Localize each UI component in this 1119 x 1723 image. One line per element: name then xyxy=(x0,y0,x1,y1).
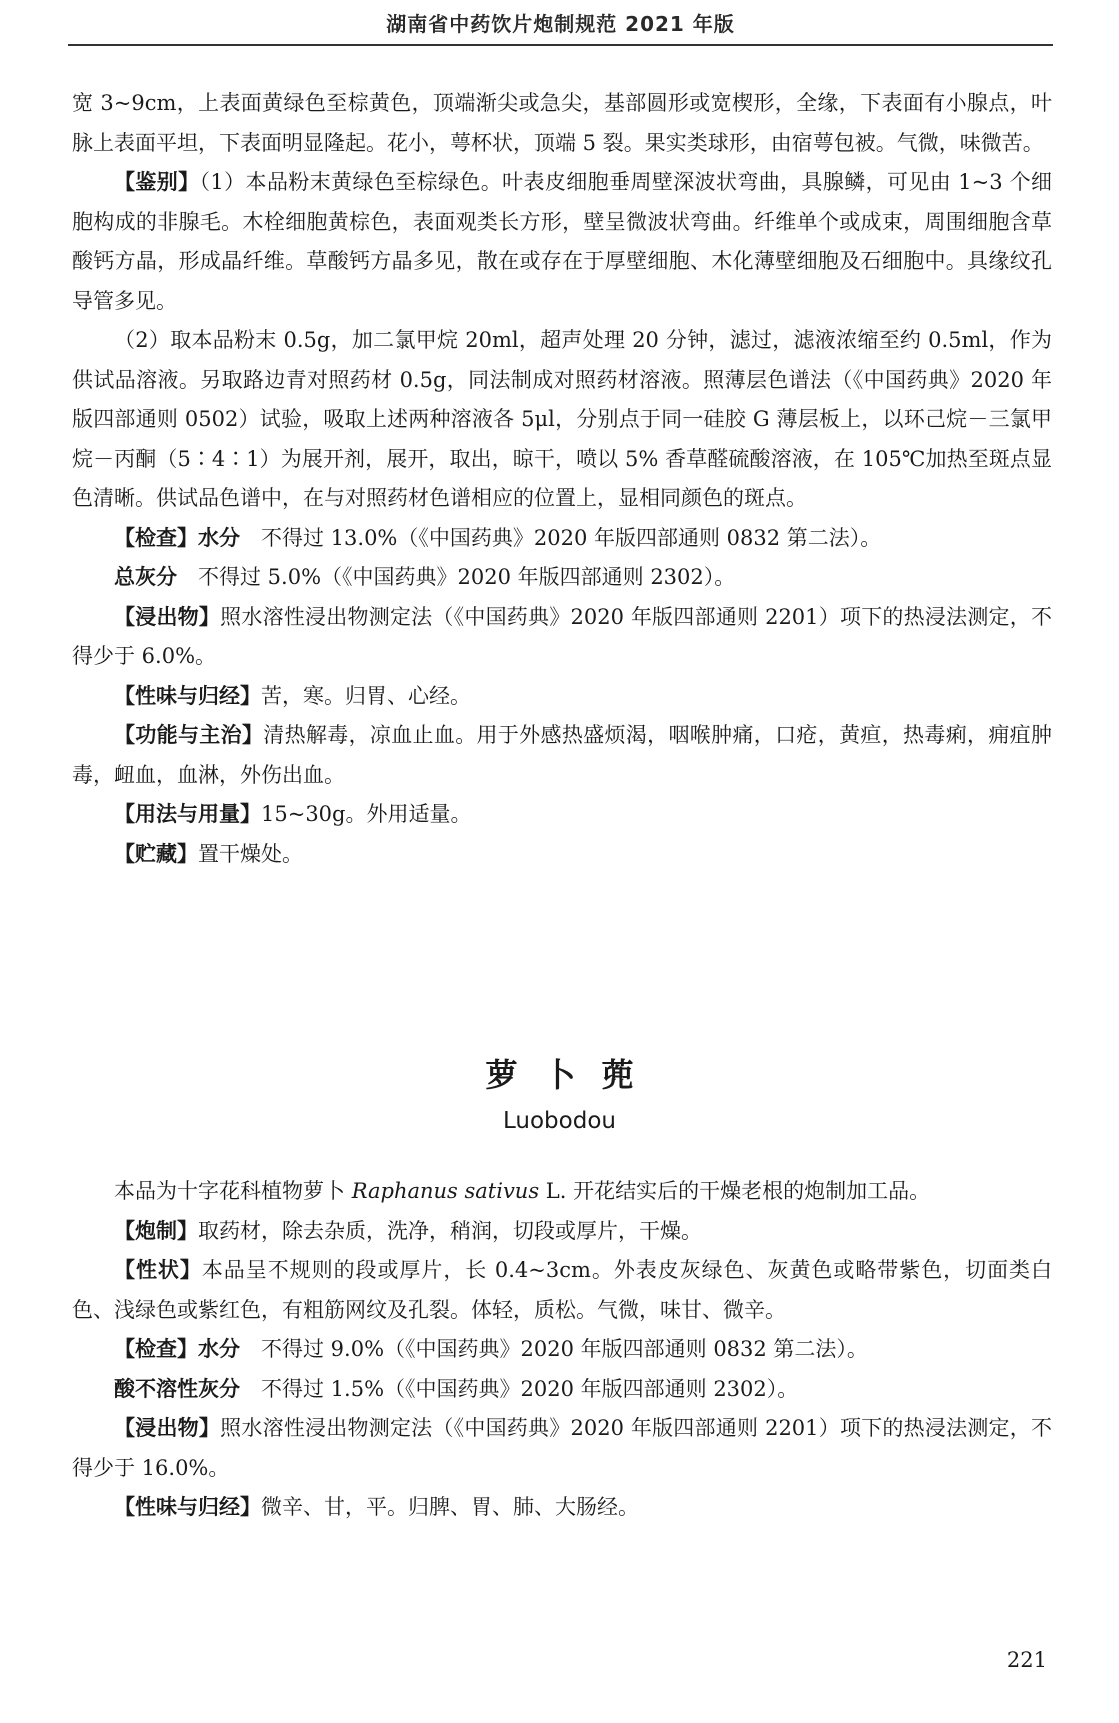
monograph-title: 萝卜蔸 xyxy=(485,1056,660,1094)
character-paragraph xyxy=(72,1251,1052,1330)
function-paragraph xyxy=(72,716,1052,795)
function-tag: 【功能与主治】 xyxy=(114,723,264,747)
nature-tag-2: 【性味与归经】 xyxy=(114,1495,261,1519)
nature-text: 苦，寒。归胃、心经。 xyxy=(261,683,471,708)
intro-before: 本品为十字花科植物萝卜 xyxy=(114,1179,352,1203)
extract-text-2: 照水溶性浸出物测定法（《中国药典》2020 年版四部通则 2201）项下的热浸法测定，不得少于 16.0%。 xyxy=(72,1416,1053,1480)
check-tag-2: 【检查】 xyxy=(114,1337,198,1361)
character-text: 本品呈不规则的段或厚片，长 0.4~3cm。外表皮灰绿色、灰黄色或略带紫色，切面类白色、浅绿色或紫红色，有粗筋网纹及孔裂。体轻，质松。气微，味甘、微辛。 xyxy=(72,1258,1052,1322)
page-number: 221 xyxy=(1006,1648,1047,1672)
identification-paragraph-1 xyxy=(72,163,1052,321)
check-ash-text: 不得过 5.0%（《中国药典》2020 年版四部通则 2302）。 xyxy=(177,565,736,589)
check-water-text: 不得过 13.0%（《中国药典》2020 年版四部通则 0832 第二法）。 xyxy=(240,525,882,550)
check-ash-label: 总灰分 xyxy=(114,565,177,589)
usage-text: 15~30g。外用适量。 xyxy=(261,802,472,826)
header-rule xyxy=(68,44,1053,46)
nature-paragraph-2 xyxy=(72,1488,1052,1528)
section-luobodou xyxy=(72,1172,1052,1528)
extract-tag-2: 【浸出物】 xyxy=(114,1416,221,1440)
identification-paragraph-2: （2）取本品粉末 0.5g，加二氯甲烷 20ml，超声处理 20 分钟，滤过，滤液浓缩至约 0.5ml，作为供试品溶液。另取路边青对照药材 0.5g，同法制成对照药材溶液。照薄层色谱法（《中国药典》2020 年版四部通则 0502）试验，吸取上述两种溶液各 5μl，分别点于同一硅胶 G 薄层板上，以环己烷－三氯甲烷－丙酮（5∶4∶1）为展开剂，展开，取出，晾干，喷以 5% 香草醛硫酸溶液，在 105℃加热至斑点显色清晰。供试品色谱中，在与对照药材色谱相应的位置上，显相同颜色的斑点。 xyxy=(72,328,1052,510)
extract-tag: 【浸出物】 xyxy=(114,604,221,629)
check-tag: 【检查】 xyxy=(114,525,198,550)
check-water-label-2: 水分 xyxy=(198,1337,240,1361)
storage-tag: 【贮藏】 xyxy=(114,841,198,866)
function-text: 清热解毒，凉血止血。用于外感热盛烦渴，咽喉肿痛，口疮，黄疸，热毒痢，痈疽肿毒，衄血，血淋，外伤出血。 xyxy=(72,723,1052,787)
check-acid-ash-label: 酸不溶性灰分 xyxy=(114,1376,240,1401)
usage-paragraph xyxy=(72,795,1052,835)
section-luobianqing-continued xyxy=(72,84,1052,874)
nature-text-2: 微辛、甘，平。归脾、胃、肺、大肠经。 xyxy=(261,1495,639,1519)
identification-tag: 【鉴别】 xyxy=(114,170,200,194)
processing-text: 取药材，除去杂质，洗净，稍润，切段或厚片，干燥。 xyxy=(198,1218,702,1243)
check-acid-ash-text: 不得过 1.5%（《中国药典》2020 年版四部通则 2302）。 xyxy=(240,1376,799,1401)
processing-tag: 【炮制】 xyxy=(114,1218,198,1243)
check-water-paragraph xyxy=(72,519,1052,559)
running-header: 湖南省中药饮片炮制规范 2021 年版 xyxy=(386,12,735,36)
storage-text: 置干燥处。 xyxy=(198,841,303,866)
usage-tag: 【用法与用量】 xyxy=(114,802,261,826)
extract-text: 照水溶性浸出物测定法（《中国药典》2020 年版四部通则 2201）项下的热浸法测定，不得少于 6.0%。 xyxy=(72,604,1053,668)
check-water-text-2: 不得过 9.0%（《中国药典》2020 年版四部通则 0832 第二法）。 xyxy=(240,1337,868,1361)
check-water-paragraph-2 xyxy=(72,1330,1052,1370)
description-paragraph: 宽 3~9cm，上表面黄绿色至棕黄色，顶端渐尖或急尖，基部圆形或宽楔形，全缘，下表面有小腺点，叶脉上表面平坦，下表面明显隆起。花小，萼杯状，顶端 5 裂。果实类球形，由宿萼包被。气微，味微苦。 xyxy=(72,91,1052,155)
character-tag: 【性状】 xyxy=(114,1258,202,1282)
intro-after: L. 开花结实后的干燥老根的炮制加工品。 xyxy=(539,1179,931,1203)
nature-paragraph xyxy=(72,677,1052,717)
monograph-pinyin: Luobodou xyxy=(503,1108,616,1134)
identification-text-1: （1）本品粉末黄绿色至棕绿色。叶表皮细胞垂周壁深波状弯曲，具腺鳞，可见由 1~3 个细胞构成的非腺毛。木栓细胞黄棕色，表面观类长方形，壁呈微波状弯曲。纤维单个或成束，周围细胞含草酸钙方晶，形成晶纤维。草酸钙方晶多见，散在或存在于厚壁细胞、木化薄壁细胞及石细胞中。具缘纹孔导管多见。 xyxy=(72,170,1053,313)
check-water-label: 水分 xyxy=(198,525,240,550)
check-ash-paragraph xyxy=(72,558,1052,598)
nature-tag: 【性味与归经】 xyxy=(114,683,261,708)
intro-paragraph xyxy=(72,1172,1052,1212)
processing-paragraph xyxy=(72,1212,1052,1252)
intro-latin-name: Raphanus sativus xyxy=(351,1179,540,1203)
storage-paragraph xyxy=(72,835,1052,875)
extract-paragraph xyxy=(72,598,1052,677)
extract-paragraph-2 xyxy=(72,1409,1052,1488)
monograph-title-block xyxy=(0,1050,1119,1134)
check-acid-ash-paragraph xyxy=(72,1370,1052,1410)
